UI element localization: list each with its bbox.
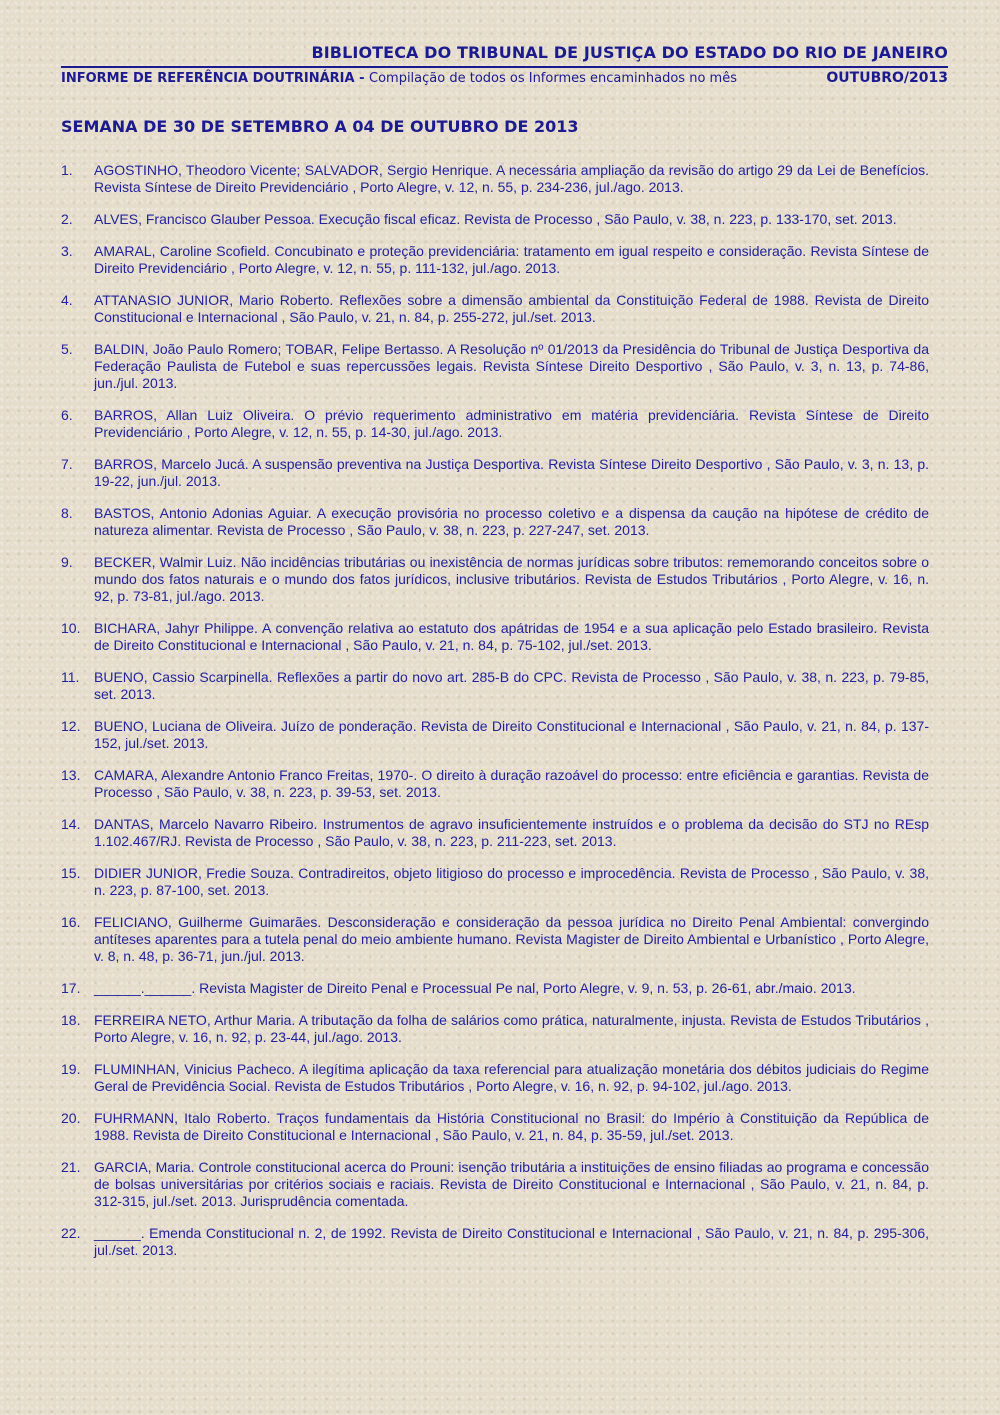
reference-number: 21.: [61, 1159, 81, 1175]
reference-item: [61, 865, 929, 899]
reference-item: [61, 292, 929, 326]
reference-number: 2.: [61, 211, 73, 227]
reference-text: BALDIN, João Paulo Romero; TOBAR, Felipe Bertasso. A Resolução nº 01/2013 da Presidência do Tribunal de Justiça Desportiva da Federação Paulista de Futebol e suas repercussões legais. Revista Síntese Direito Desportivo , São Paulo, v. 3, n. 13, p. 74-86, jun./jul. 2013.: [94, 341, 929, 391]
reference-number: 20.: [61, 1110, 81, 1126]
reference-number: 14.: [61, 816, 81, 832]
reference-item: [61, 1061, 929, 1095]
reference-number: 17.: [61, 980, 81, 996]
reference-number: 19.: [61, 1061, 81, 1077]
reference-text: FLUMINHAN, Vinicius Pacheco. A ilegítima aplicação da taxa referencial para atualização monetária dos débitos judiciais do Regime Geral de Previdência Social. Revista de Estudos Tributários , Porto Alegre, v. 16, n. 92, p. 94-102, jul./ago. 2013.: [94, 1061, 929, 1094]
reference-item: [61, 767, 929, 801]
reference-text: BARROS, Allan Luiz Oliveira. O prévio requerimento administrativo em matéria previdenciária. Revista Síntese de Direito Previdenciário , Porto Alegre, v. 12, n. 55, p. 14-30, jul./ago. 2013.: [94, 407, 929, 440]
reference-item: [61, 718, 929, 752]
reference-item: [61, 341, 929, 392]
reference-number: 22.: [61, 1225, 81, 1241]
report-line: [61, 69, 737, 89]
library-title: BIBLIOTECA DO TRIBUNAL DE JUSTIÇA DO ESTADO DO RIO DE JANEIRO: [311, 43, 948, 62]
reference-number: 16.: [61, 914, 81, 930]
reference-item: [61, 505, 929, 539]
reference-number: 8.: [61, 505, 73, 521]
reference-item: [61, 211, 929, 228]
reference-item: [61, 407, 929, 441]
reference-item: [61, 1110, 929, 1144]
reference-text: FELICIANO, Guilherme Guimarães. Desconsideração e consideração da pessoa jurídica no Direito Penal Ambiental: convergindo antíteses aparentes para a tutela penal do meio ambiente humano. Revista Magister de Direito Ambiental e Urbanístico , Porto Alegre, v. 8, n. 48, p. 36-71, jun./jul. 2013.: [94, 914, 929, 964]
report-subtitle: [61, 68, 948, 89]
reference-item: [61, 980, 929, 997]
reference-item: [61, 162, 929, 196]
reference-number: 15.: [61, 865, 81, 881]
reference-text: FUHRMANN, Italo Roberto. Traços fundamentais da História Constitucional no Brasil: do Império à Constituição da República de 1988. Revista de Direito Constitucional e Internacional , São Paulo, v. 21, n. 84, p. 35-59, jul./set. 2013.: [94, 1110, 929, 1143]
reference-number: 9.: [61, 554, 73, 570]
reference-text: BICHARA, Jahyr Philippe. A convenção relativa ao estatuto dos apátridas de 1954 e a sua aplicação pelo Estado brasileiro. Revista de Direito Constitucional e Internacional , São Paulo, v. 21, n. 84, p. 75-102, jul./set. 2013.: [94, 620, 929, 653]
reference-text: BECKER, Walmir Luiz. Não incidências tributárias ou inexistência de normas jurídicas sobre tributos: rememorando conceitos sobre o mundo dos fatos naturais e o mundo dos fatos jurídicos, inclusive tributários. Revista de Estudos Tributários , Porto Alegre, v. 16, n. 92, p. 73-81, jul./ago. 2013.: [94, 554, 929, 604]
report-label: INFORME DE REFERÊNCIA DOUTRINÁRIA -: [61, 71, 369, 86]
reference-text: DIDIER JUNIOR, Fredie Souza. Contradireitos, objeto litigioso do processo e improcedência. Revista de Processo , São Paulo, v. 38, n. 223, p. 87-100, set. 2013.: [94, 865, 929, 898]
reference-item: [61, 669, 929, 703]
reference-text: AGOSTINHO, Theodoro Vicente; SALVADOR, Sergio Henrique. A necessária ampliação da revisão do artigo 29 da Lei de Benefícios. Revista Síntese de Direito Previdenciário , Porto Alegre, v. 12, n. 55, p. 234-236, jul./ago. 2013.: [94, 162, 929, 195]
reference-number: 1.: [61, 162, 73, 178]
reference-number: 12.: [61, 718, 81, 734]
reference-item: [61, 914, 929, 965]
reference-list: [61, 162, 929, 1274]
report-description: Compilação de todos os Informes encaminhados no mês: [369, 71, 737, 86]
reference-item: [61, 1012, 929, 1046]
reference-text: ATTANASIO JUNIOR, Mario Roberto. Reflexões sobre a dimensão ambiental da Constituição Federal de 1988. Revista de Direito Constitucional e Internacional , São Paulo, v. 21, n. 84, p. 255-272, jul./set. 2013.: [94, 292, 929, 325]
reference-text: FERREIRA NETO, Arthur Maria. A tributação da folha de salários como prática, naturalmente, injusta. Revista de Estudos Tributários , Porto Alegre, v. 16, n. 92, p. 23-44, jul./ago. 2013.: [94, 1012, 929, 1045]
reference-text: ______.______. Revista Magister de Direito Penal e Processual Pe nal, Porto Alegre, v. 9, n. 53, p. 26-61, abr./maio. 2013.: [94, 980, 856, 996]
reference-item: [61, 1159, 929, 1210]
reference-item: [61, 456, 929, 490]
reference-item: [61, 816, 929, 850]
reference-text: BASTOS, Antonio Adonias Aguiar. A execução provisória no processo coletivo e a dispensa da caução na hipótese de crédito de natureza alimentar. Revista de Processo , São Paulo, v. 38, n. 223, p. 227-247, set. 2013.: [94, 505, 929, 538]
reference-item: [61, 1225, 929, 1259]
report-month: OUTUBRO/2013: [826, 70, 948, 86]
reference-text: CAMARA, Alexandre Antonio Franco Freitas, 1970-. O direito à duração razoável do processo: entre eficiência e garantias. Revista de Processo , São Paulo, v. 38, n. 223, p. 39-53, set. 2013.: [94, 767, 929, 800]
reference-item: [61, 620, 929, 654]
reference-text: GARCIA, Maria. Controle constitucional acerca do Prouni: isenção tributária a instituições de ensino filiadas ao programa e concessão de bolsas universitárias por critérios sociais e raciais. Revista de Direito Constitucional e Internacional , São Paulo, v. 21, n. 84, p. 312-315, jul./set. 2013. Jurisprudência comentada.: [94, 1159, 929, 1209]
reference-item: [61, 243, 929, 277]
reference-text: BUENO, Cassio Scarpinella. Reflexões a partir do novo art. 285-B do CPC. Revista de Processo , São Paulo, v. 38, n. 223, p. 79-85, set. 2013.: [94, 669, 929, 702]
reference-text: ______. Emenda Constitucional n. 2, de 1992. Revista de Direito Constitucional e Internacional , São Paulo, v. 21, n. 84, p. 295-306, jul./set. 2013.: [94, 1225, 929, 1258]
reference-text: ALVES, Francisco Glauber Pessoa. Execução fiscal eficaz. Revista de Processo , São Paulo, v. 38, n. 223, p. 133-170, set. 2013.: [94, 211, 897, 227]
reference-text: BUENO, Luciana de Oliveira. Juízo de ponderação. Revista de Direito Constitucional e Internacional , São Paulo, v. 21, n. 84, p. 137-152, jul./set. 2013.: [94, 718, 929, 751]
reference-number: 5.: [61, 341, 73, 357]
reference-number: 11.: [61, 669, 80, 685]
reference-number: 3.: [61, 243, 73, 259]
reference-number: 6.: [61, 407, 73, 423]
reference-number: 13.: [61, 767, 81, 783]
reference-number: 10.: [61, 620, 81, 636]
week-heading: SEMANA DE 30 DE SETEMBRO A 04 DE OUTUBRO DE 2013: [61, 117, 579, 136]
reference-number: 7.: [61, 456, 73, 472]
reference-number: 4.: [61, 292, 73, 308]
reference-text: DANTAS, Marcelo Navarro Ribeiro. Instrumentos de agravo insuficientemente instruídos e o problema da decisão do STJ no REsp 1.102.467/RJ. Revista de Processo , São Paulo, v. 38, n. 223, p. 211-223, set. 2013.: [94, 816, 929, 849]
reference-number: 18.: [61, 1012, 81, 1028]
reference-item: [61, 554, 929, 605]
reference-text: AMARAL, Caroline Scofield. Concubinato e proteção previdenciária: tratamento em igual respeito e consideração. Revista Síntese de Direito Previdenciário , Porto Alegre, v. 12, n. 55, p. 111-132, jul./ago. 2013.: [94, 243, 929, 276]
reference-text: BARROS, Marcelo Jucá. A suspensão preventiva na Justiça Desportiva. Revista Síntese Direito Desportivo , São Paulo, v. 3, n. 13, p. 19-22, jun./jul. 2013.: [94, 456, 929, 489]
page-header: [61, 42, 948, 89]
